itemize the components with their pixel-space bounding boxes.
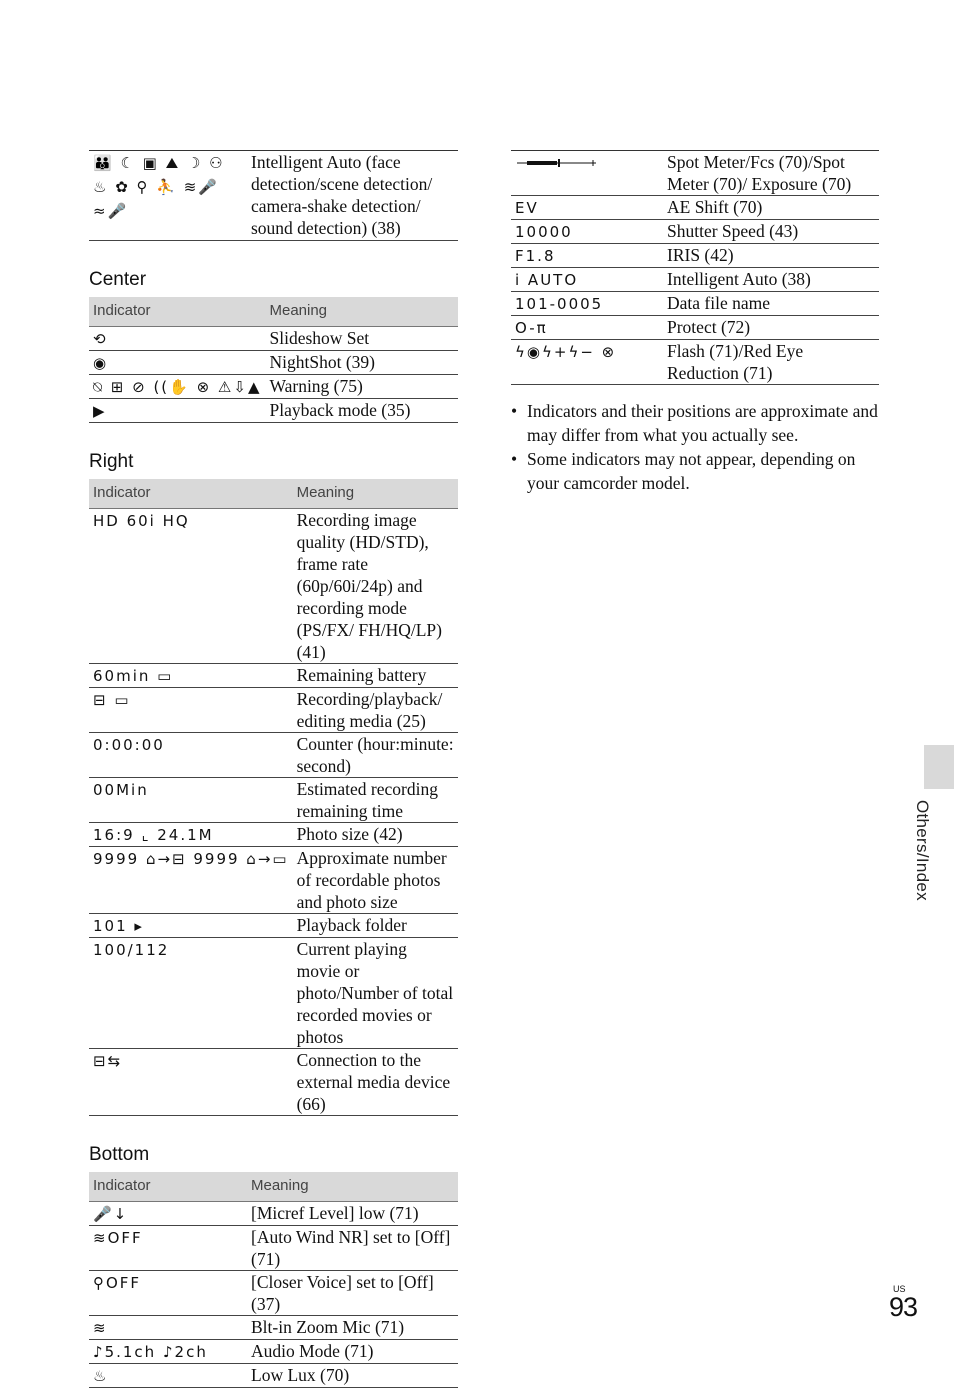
- meaning-cell: Low Lux (70): [251, 1365, 350, 1385]
- indicator-symbol: 0:00:00: [93, 736, 165, 754]
- indicator-symbol: 9999 ⌂→⊟ 9999 ⌂→▭: [93, 850, 289, 868]
- left-column: [89, 150, 458, 1388]
- indicator-cell: [89, 1202, 247, 1226]
- table-row: [89, 1271, 458, 1316]
- column-header-indicator: Indicator: [93, 484, 151, 501]
- column-header-indicator: Indicator: [93, 302, 151, 319]
- meaning-cell: Playback folder: [296, 915, 407, 935]
- table-row: [511, 268, 879, 292]
- center-table: [89, 297, 458, 423]
- indicator-cell: [89, 151, 247, 241]
- table-row: [89, 733, 458, 778]
- meaning-cell: Recording image quality (HD/STD), frame rate (60p/60i/24p) and recording mode (PS/FX/ FH/HQ/LP) (41): [296, 510, 442, 662]
- table-row: [89, 847, 458, 914]
- indicator-cell: [89, 914, 293, 938]
- indicator-symbol: ▶: [93, 402, 107, 420]
- indicator-cell: [511, 316, 663, 340]
- notes: [511, 399, 879, 495]
- table-row: [89, 1049, 458, 1116]
- indicator-symbol: ϟ◉ϟ+ϟ− ⊗: [515, 343, 617, 361]
- meaning-cell: Blt-in Zoom Mic (71): [251, 1317, 405, 1337]
- column-header-meaning: Meaning: [296, 484, 355, 501]
- indicator-cell: [511, 244, 663, 268]
- table-row: [89, 1316, 458, 1340]
- table-row: [89, 151, 458, 241]
- indicator-symbol: EV: [515, 199, 539, 217]
- table-row: [89, 351, 458, 375]
- indicator-cell: [89, 847, 293, 914]
- indicator-cell: [511, 220, 663, 244]
- indicator-symbol: 101-0005: [515, 295, 604, 313]
- indicator-symbol: HD 60i HQ: [93, 512, 190, 530]
- scene-icons: 👪 ☾ ▣ ⛰ ☽ ⚇ ♨ ✿ ⚲ ⛹ ≋🎤 ≈🎤: [93, 154, 225, 220]
- table-row: [89, 823, 458, 847]
- section-title-center: Center: [89, 269, 147, 290]
- indicator-symbol: 🎤↓: [93, 1205, 129, 1223]
- column-header-indicator: Indicator: [93, 1177, 151, 1194]
- indicator-cell: [89, 509, 293, 664]
- indicator-cell: [89, 823, 293, 847]
- table-row: [89, 509, 458, 664]
- indicator-symbol: 60min ▭: [93, 667, 174, 685]
- indicator-symbol: i AUTO: [515, 271, 579, 289]
- indicator-symbol: 101 ▸: [93, 917, 144, 935]
- note-item: • Some indicators may not appear, depending on your camcorder model.: [511, 447, 879, 495]
- indicator-cell: [89, 399, 265, 423]
- meaning-cell: Playback mode (35): [269, 400, 411, 420]
- indicator-cell: [89, 688, 293, 733]
- meaning-cell: Warning (75): [269, 376, 363, 396]
- indicator-symbol: F1.8: [515, 247, 556, 265]
- top-indicators-table: [511, 150, 879, 385]
- column-header-meaning: Meaning: [251, 1177, 309, 1194]
- indicator-cell: [511, 268, 663, 292]
- indicator-cell: [89, 327, 265, 351]
- table-row: [89, 914, 458, 938]
- section-title-bottom: Bottom: [89, 1144, 150, 1165]
- table-row: [511, 340, 879, 385]
- meaning-cell: Spot Meter/Fcs (70)/Spot Meter (70)/ Exposure (70): [667, 152, 852, 194]
- indicator-symbol: ⊟ ▭: [93, 691, 131, 709]
- meaning-cell: Slideshow Set: [269, 328, 370, 348]
- meaning-cell: Audio Mode (71): [251, 1341, 374, 1361]
- table-row: [511, 220, 879, 244]
- meaning-cell: [Auto Wind NR] set to [Off] (71): [251, 1227, 451, 1269]
- indicator-cell: [89, 351, 265, 375]
- indicator-symbol: ◉: [93, 354, 109, 372]
- index-tab: [924, 745, 954, 789]
- meaning-cell: Intelligent Auto (38): [667, 269, 811, 289]
- indicator-symbol: ≋OFF: [93, 1229, 143, 1247]
- meaning-cell: Flash (71)/Red Eye Reduction (71): [667, 341, 804, 383]
- right-table: [89, 479, 458, 1116]
- indicator-symbol: ⊟⇆: [93, 1052, 123, 1070]
- meaning-cell: Counter (hour:minute: second): [296, 734, 454, 776]
- indicator-cell: [89, 1316, 247, 1340]
- indicator-cell: [511, 151, 663, 196]
- right-column: [511, 150, 879, 495]
- indicator-cell: [89, 938, 293, 1049]
- indicator-symbol: 100/112: [93, 941, 170, 959]
- table-row: [511, 244, 879, 268]
- indicator-cell: [89, 1340, 247, 1364]
- meaning-cell: AE Shift (70): [667, 197, 763, 217]
- meaning-cell: Intelligent Auto (face detection/scene detection/ camera-shake detection/ sound detection) (38): [251, 152, 433, 238]
- meaning-cell: [Micref Level] low (71): [251, 1203, 419, 1223]
- indicator-symbol: ⚲OFF: [93, 1274, 142, 1292]
- indicator-cell: [511, 292, 663, 316]
- indicator-cell: [89, 664, 293, 688]
- indicator-cell: [89, 1049, 293, 1116]
- page-number: 93: [889, 1292, 918, 1322]
- table-row: [89, 375, 458, 399]
- table-row: [89, 1226, 458, 1271]
- indicator-cell: [511, 340, 663, 385]
- meaning-cell: Approximate number of recordable photos and photo size: [296, 848, 447, 912]
- table-row: [89, 1340, 458, 1364]
- indicator-symbol: O-π: [515, 319, 548, 337]
- table-row: [89, 1364, 458, 1388]
- meaning-cell: Connection to the external media device (66): [296, 1050, 451, 1114]
- indicator-symbol: ⟲: [93, 330, 108, 348]
- table-row: [89, 778, 458, 823]
- page-region: US: [893, 1284, 906, 1294]
- side-label: Others/Index: [913, 800, 932, 901]
- table-row: [89, 327, 458, 351]
- indicator-cell: [511, 196, 663, 220]
- table-row: [89, 664, 458, 688]
- indicator-symbol: ♪5.1ch ♪2ch: [93, 1343, 208, 1361]
- table-row: [511, 196, 879, 220]
- indicator-symbol: 16:9 ⌞ 24.1M: [93, 826, 214, 844]
- table-row: [89, 688, 458, 733]
- indicator-cell: [89, 375, 265, 399]
- table-row: [89, 1202, 458, 1226]
- indicator-symbol: 10000: [515, 223, 573, 241]
- table-row: [511, 292, 879, 316]
- indicator-cell: [89, 778, 293, 823]
- indicator-symbol: ≋: [93, 1319, 108, 1337]
- meaning-cell: Shutter Speed (43): [667, 221, 799, 241]
- exposure-bar-icon: [515, 156, 599, 170]
- indicator-symbol: 00Min: [93, 781, 149, 799]
- table-row: [89, 938, 458, 1049]
- meaning-cell: IRIS (42): [667, 245, 734, 265]
- bottom-table: [89, 1172, 458, 1388]
- column-header-meaning: Meaning: [269, 302, 328, 319]
- meaning-cell: Recording/playback/ editing media (25): [296, 689, 443, 731]
- meaning-cell: Protect (72): [667, 317, 751, 337]
- section-title-right: Right: [89, 451, 134, 472]
- table-row: [89, 399, 458, 423]
- meaning-cell: NightShot (39): [269, 352, 375, 372]
- indicator-cell: [89, 1226, 247, 1271]
- meaning-cell: Photo size (42): [296, 824, 403, 844]
- indicator-symbol: ⍉ ⊞ ⊘ ((✋ ⊗ ⚠⇩▲: [93, 378, 262, 396]
- indicator-cell: [89, 733, 293, 778]
- note-item: • Indicators and their positions are approximate and may differ from what you actually see.: [511, 399, 879, 447]
- meaning-cell: Remaining battery: [296, 665, 427, 685]
- table-row: [511, 151, 879, 196]
- indicator-symbol: ♨: [93, 1367, 109, 1385]
- intelligent-auto-table: [89, 150, 458, 241]
- meaning-cell: [Closer Voice] set to [Off] (37): [251, 1272, 434, 1314]
- meaning-cell: Current playing movie or photo/Number of total recorded movies or photos: [296, 939, 454, 1047]
- meaning-cell: Data file name: [667, 293, 771, 313]
- indicator-cell: [89, 1271, 247, 1316]
- table-row: [511, 316, 879, 340]
- meaning-cell: Estimated recording remaining time: [296, 779, 438, 821]
- indicator-cell: [89, 1364, 247, 1388]
